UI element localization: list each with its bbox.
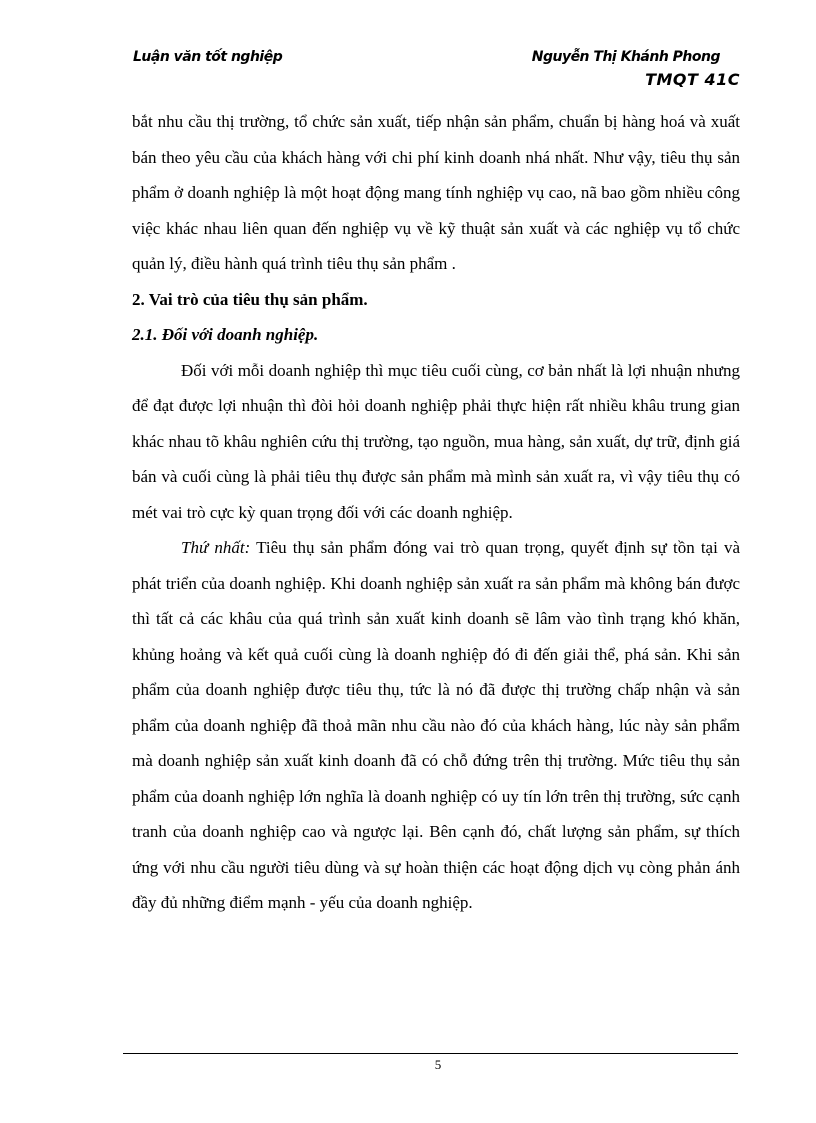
paragraph-continued: bắt nhu cầu thị trường, tổ chức sản xuất, tiếp nhận sản phẩm, chuẩn bị hàng hoá và xuất bán theo yêu cầu của khách hàng với chi phí kinh doanh nhá nhất. Như vậy, tiêu thụ sản phẩm ở doanh nghiệp là một hoạt động mang tính nghiệp vụ cao, nã bao gồm nhiều công việc khác nhau liên quan đến nghiệp vụ về kỹ thuật sản xuất và các nghiệp vụ tổ chức quản lý, điều hành quá trình tiêu thụ sản phẩm .	[132, 112, 740, 273]
paragraph-2-lead: Thứ nhất:	[181, 538, 251, 557]
document-body	[132, 104, 740, 921]
running-header-title: Luận văn tốt nghiệp	[133, 49, 283, 65]
running-header-class: TMQT 41C	[645, 70, 740, 89]
paragraph-2-text: Tiêu thụ sản phẩm đóng vai trò quan trọng, quyết định sự tồn tại và phát triển của doanh nghiệp. Khi doanh nghiệp sản xuất ra sản phẩm mà không bán được thì tất cả các khâu của quá trình sản xuất kinh doanh sẽ lâm vào tình trạng khó khăn, khủng hoảng và kết quả cuối cùng là doanh nghiệp đó đi đến giải thể, phá sản. Khi sản phẩm của doanh nghiệp được tiêu thụ, tức là nó đã được thị trường chấp nhận và sản phẩm của doanh nghiệp đã thoả mãn nhu cầu nào đó của khách hàng, lúc này sản phẩm mà doanh nghiệp sản xuất kinh doanh đã có chỗ đứng trên thị trường. Mức tiêu thụ sản phẩm của doanh nghiệp lớn nghĩa là doanh nghiệp có uy tín lớn trên thị trường, sức cạnh tranh của doanh nghiệp cao và ngược lại. Bên cạnh đó, chất lượng sản phẩm, sự thích ứng với nhu cầu người tiêu dùng và sự hoàn thiện các hoạt động dịch vụ còng phản ánh đầy đủ những điểm mạnh - yếu của doanh nghiệp.	[132, 538, 740, 912]
paragraph-1: Đối với mỗi doanh nghiệp thì mục tiêu cuối cùng, cơ bản nhất là lợi nhuận nhưng để đạt được lợi nhuận thì đòi hỏi doanh nghiệp phải thực hiện rất nhiều khâu trung gian khác nhau tõ khâu nghiên cứu thị trường, tạo nguồn, mua hàng, sản xuất, dự trữ, định giá bán và cuối cùng là phải tiêu thụ được sản phẩm mà mình sản xuất ra, vì vậy tiêu thụ có mét vai trò cực kỳ quan trọng đối với các doanh nghiệp.	[132, 360, 740, 522]
section-heading-2: 2. Vai trò của tiêu thụ sản phẩm.	[132, 289, 368, 309]
running-header-author: Nguyễn Thị Khánh Phong	[531, 49, 720, 65]
paragraph-2	[132, 530, 740, 921]
page-number: 5	[434, 1057, 442, 1072]
footer-divider	[123, 1053, 738, 1054]
subsection-heading-2-1: 2.1. Đối với doanh nghiệp.	[132, 325, 319, 344]
